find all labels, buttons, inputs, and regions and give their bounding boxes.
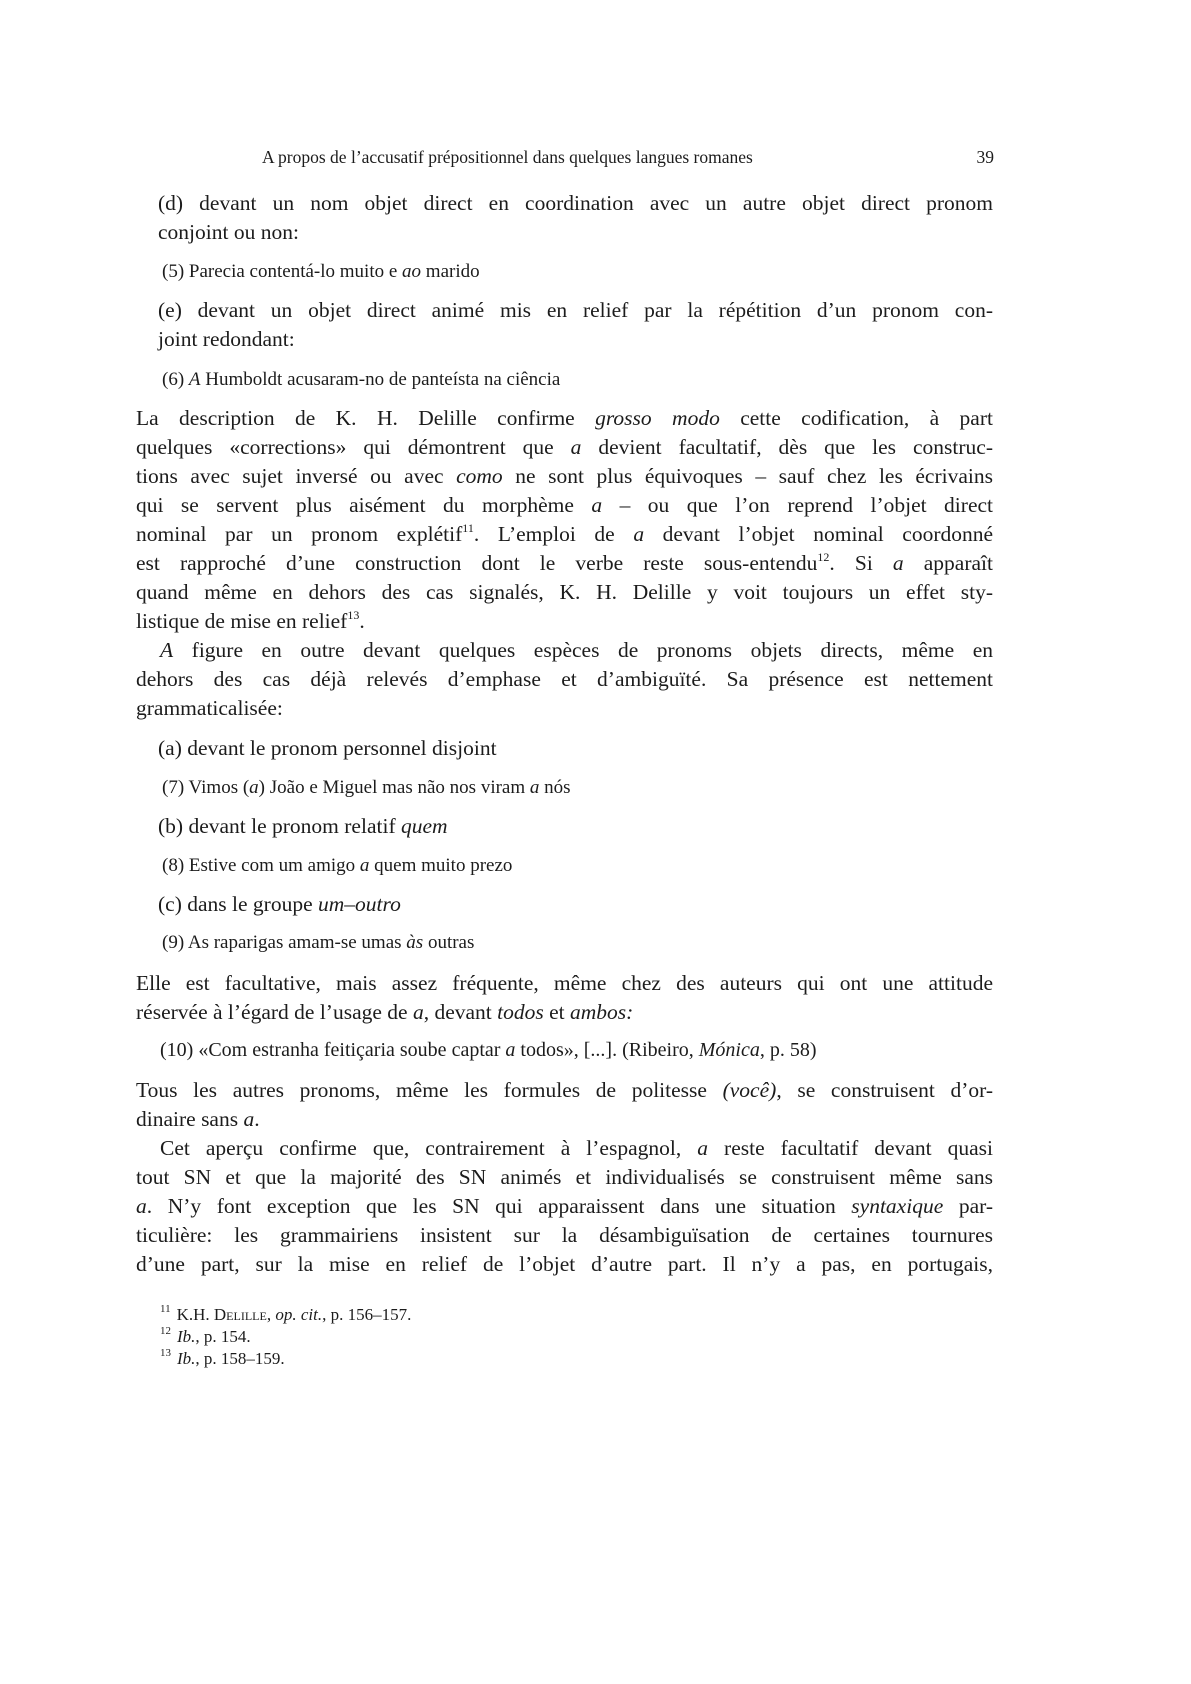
- text: réservée à l’égard de l’usage de: [136, 1000, 413, 1024]
- paragraph-4-line-1: [136, 1077, 993, 1103]
- text: (8) Estive com um amigo: [162, 855, 360, 876]
- text: Tous les autres pronoms, même les formules de politesse: [136, 1078, 723, 1102]
- item-d-line-1: (d) devant un nom objet direct en coordination avec un autre objet direct pronom: [158, 191, 993, 215]
- text: . N’y font exception que les SN qui apparaissent dans une situation: [146, 1194, 852, 1218]
- text: qui se servent plus aisément du morphème: [136, 493, 592, 517]
- footnote-number: 11: [160, 1303, 171, 1316]
- text: apparaît: [903, 551, 993, 575]
- text: et: [543, 1000, 571, 1024]
- italic-term: um–outro: [318, 892, 401, 916]
- footnote-number: 12: [160, 1325, 171, 1338]
- text: ) João e Miguel mas não nos viram: [258, 777, 530, 798]
- text: ne sont plus équivoques – sauf chez les écrivains: [502, 464, 993, 488]
- example-6: [162, 367, 560, 393]
- paragraph-2-line-3: grammaticalisée:: [136, 696, 283, 720]
- italic-term: grosso modo: [595, 406, 720, 430]
- paragraph-5-line-3: [136, 1193, 993, 1219]
- italic-term: a: [243, 1107, 255, 1131]
- text: , devant: [423, 1000, 498, 1024]
- italic-term: a: [892, 551, 904, 575]
- example-5-italic: ao: [402, 261, 422, 282]
- paragraph-4-line-2: [136, 1106, 260, 1132]
- text: , p. 156–157.: [322, 1305, 412, 1324]
- italic-term: a: [633, 522, 645, 546]
- paragraph-5-line-1: [160, 1135, 993, 1161]
- paragraph-1-line-8: [136, 608, 365, 634]
- italic-term: a: [505, 1039, 516, 1061]
- italic-term: (você): [722, 1078, 777, 1102]
- text: – ou que l’on reprend l’objet direct: [602, 493, 993, 517]
- example-8: [162, 853, 512, 879]
- footnote-number: 13: [160, 1347, 171, 1360]
- italic-term: A: [160, 638, 174, 662]
- example-5: [162, 259, 480, 285]
- text: K.H.: [176, 1305, 214, 1324]
- text: outras: [423, 932, 475, 953]
- italic-term: op. cit.: [275, 1305, 323, 1324]
- text: reste facultatif devant quasi: [708, 1136, 993, 1160]
- text: devient facultatif, dès que les construc-: [581, 435, 993, 459]
- paragraph-1-line-7: quand même en dehors des cas signalés, K. H. Delille y voit toujours un effet sty-: [136, 580, 993, 604]
- paragraph-1-line-4: [136, 492, 993, 518]
- paragraph-2-line-1: [160, 637, 993, 663]
- text: (7) Vimos (: [162, 777, 250, 798]
- italic-term: a: [249, 777, 259, 798]
- italic-term: a: [570, 435, 582, 459]
- footnote-ref-13[interactable]: 13: [347, 607, 360, 622]
- text: , se construisent d’or-: [776, 1078, 994, 1102]
- footnote-ref-12[interactable]: 12: [817, 549, 830, 564]
- text: .: [359, 609, 365, 633]
- item-e-line-1: (e) devant un objet direct animé mis en relief par la répétition d’un pronom con-: [158, 298, 993, 322]
- paragraph-1-line-6: [136, 550, 993, 576]
- paragraph-3-line-2: [136, 999, 633, 1025]
- text: tions avec sujet inversé ou avec: [136, 464, 457, 488]
- italic-term: todos: [497, 1000, 544, 1024]
- running-header: [262, 147, 994, 171]
- footnote-13: [160, 1349, 285, 1369]
- italic-term: a: [591, 493, 603, 517]
- text: ,: [266, 1305, 276, 1324]
- italic-term: syntaxique: [851, 1194, 944, 1218]
- text: todos», [...]. (Ribeiro,: [515, 1039, 699, 1061]
- text: , p. 154.: [195, 1327, 251, 1346]
- example-6-num: (6): [162, 369, 189, 390]
- italic-term: a: [412, 1000, 424, 1024]
- item-e-line-2: joint redondant:: [158, 327, 295, 351]
- paragraph-1-line-2: [136, 434, 993, 460]
- text: figure en outre devant quelques espèces de pronoms objets directs, même en: [173, 638, 993, 662]
- text: nós: [539, 777, 571, 798]
- italic-term: às: [406, 932, 424, 953]
- text: listique de mise en relief: [136, 609, 348, 633]
- item-c: [158, 891, 401, 917]
- example-6-italic: A: [188, 369, 201, 390]
- paragraph-5-line-2: tout SN et que la majorité des SN animés et individualisés se construisent même sans: [136, 1165, 993, 1189]
- italic-term: Mónica: [698, 1039, 760, 1061]
- italic-term: ambos:: [570, 1000, 634, 1024]
- italic-term: como: [456, 464, 503, 488]
- italic-term: quem: [400, 814, 448, 838]
- text: cette codification, à part: [719, 406, 993, 430]
- text: (c) dans le groupe: [158, 892, 318, 916]
- page-number: 39: [976, 147, 994, 167]
- paragraph-1-line-1: [136, 405, 993, 431]
- text: quem muito prezo: [369, 855, 513, 876]
- text: . L’emploi de: [473, 522, 634, 546]
- example-7: [162, 775, 571, 801]
- italic-term: a: [529, 777, 540, 798]
- text: est rapproché d’une construction dont le verbe reste sous-entendu: [136, 551, 818, 575]
- text: quelques «corrections» qui démontrent que: [136, 435, 571, 459]
- text: , p. 158–159.: [195, 1349, 285, 1368]
- author-name: Delille: [213, 1305, 267, 1324]
- text: nominal par un pronom explétif: [136, 522, 463, 546]
- text: (9) As raparigas amam-se umas: [162, 932, 407, 953]
- text: . Si: [829, 551, 893, 575]
- example-9: [162, 930, 474, 956]
- italic-term: Ib.: [177, 1349, 196, 1368]
- paragraph-1-line-5: [136, 521, 993, 547]
- paragraph-5-line-4: ticulière: les grammairiens insistent sur la désambiguïsation de certaines tournures: [136, 1223, 993, 1247]
- paragraph-5-line-5: d’une part, sur la mise en relief de l’objet d’autre part. Il n’y a pas, en portugais,: [136, 1252, 993, 1276]
- paragraph-3-line-1: Elle est facultative, mais assez fréquente, même chez des auteurs qui ont une attitude: [136, 971, 993, 995]
- italic-term: Ib.: [177, 1327, 196, 1346]
- item-b: [158, 813, 448, 839]
- example-5-text-end: marido: [421, 261, 480, 282]
- paragraph-2-line-2: dehors des cas déjà relevés d’emphase et d’ambiguïté. Sa présence est nettement: [136, 667, 993, 691]
- text: (b) devant le pronom relatif: [158, 814, 401, 838]
- text: par-: [943, 1194, 994, 1218]
- italic-term: a: [136, 1194, 147, 1218]
- footnote-11: [160, 1305, 411, 1325]
- running-title: A propos de l’accusatif prépositionnel dans quelques langues romanes: [262, 147, 753, 167]
- text: La description de K. H. Delille confirme: [136, 406, 596, 430]
- footnote-12: [160, 1327, 251, 1347]
- paragraph-1-line-3: [136, 463, 993, 489]
- italic-term: a: [697, 1136, 708, 1160]
- example-5-text: (5) Parecia contentá-lo muito e: [162, 261, 403, 282]
- italic-term: a: [359, 855, 370, 876]
- example-10: [160, 1037, 817, 1063]
- item-a: (a) devant le pronom personnel disjoint: [158, 736, 497, 760]
- text: Cet aperçu confirme que, contrairement à l’espagnol,: [160, 1136, 698, 1160]
- footnote-ref-11[interactable]: 11: [462, 520, 474, 535]
- example-6-text: Humboldt acusaram-no de panteísta na ciência: [200, 369, 561, 390]
- text: , p. 58): [759, 1039, 817, 1061]
- item-d-line-2: conjoint ou non:: [158, 220, 299, 244]
- text: (10) «Com estranha feitiçaria soube captar: [160, 1039, 506, 1061]
- text: .: [254, 1107, 260, 1131]
- text: devant l’objet nominal coordonné: [644, 522, 994, 546]
- text: dinaire sans: [136, 1107, 244, 1131]
